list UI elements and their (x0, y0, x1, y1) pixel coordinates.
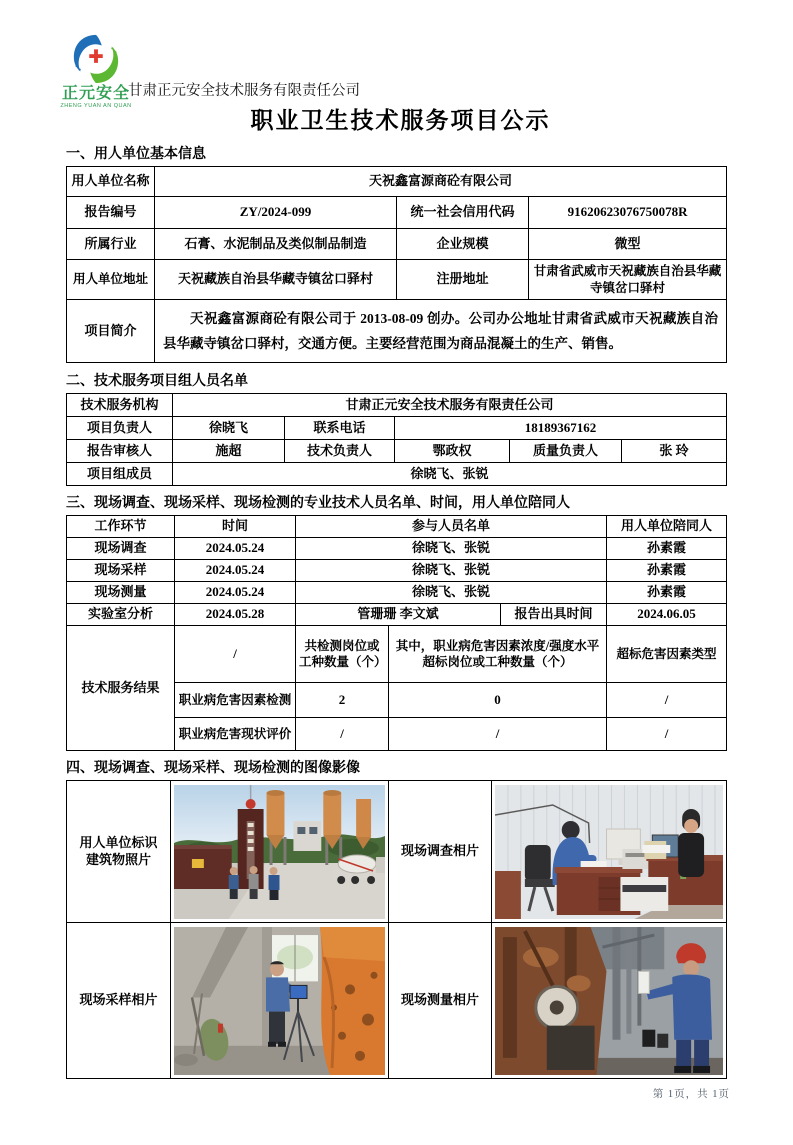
status-type-value: / (607, 718, 727, 751)
people-group (229, 866, 280, 900)
col-header-time: 时间 (175, 516, 296, 538)
section4-heading: 四、现场调查、现场采样、现场检测的图像影像 (66, 761, 360, 776)
address-value: 天祝藏族自治县华藏寺镇岔口驿村 (155, 260, 397, 300)
detect-count-header: 共检测岗位或工种数量（个） (296, 626, 389, 683)
company-name: 甘肃正元安全技术服务有限责任公司 (128, 83, 360, 99)
photo-site-sampling (174, 927, 385, 1075)
photo-label-line: 用人单位标识 (79, 834, 158, 850)
col-header-step: 工作环节 (67, 516, 175, 538)
photo-label-survey: 现场调查相片 (389, 781, 492, 923)
credit-code-value: 91620623076750078R (529, 197, 727, 229)
lab-participants: 管珊珊 李文斌 (296, 604, 501, 626)
table-row (67, 560, 727, 582)
row-step: 现场采样 (67, 560, 175, 582)
photo-building-site (174, 785, 385, 919)
reg-address-label: 注册地址 (397, 260, 529, 300)
photo-label-line: 建筑物照片 (85, 851, 151, 867)
reg-address-value: 甘肃省武威市天祝藏族自治县华藏寺镇岔口驿村 (529, 260, 727, 300)
quality-lead-value: 张 玲 (622, 440, 727, 463)
row-time: 2024.05.24 (175, 582, 296, 604)
credit-code-label: 统一社会信用代码 (397, 197, 529, 229)
status-count-value: / (296, 718, 389, 751)
row-participants: 徐晓飞、张锐 (296, 538, 607, 560)
page-title: 职业卫生技术服务项目公示 (250, 108, 551, 133)
lab-step: 实验室分析 (67, 604, 175, 626)
logo-subtext: ZHENG YUAN AN QUAN (60, 103, 132, 109)
agency-value: 甘肃正元安全技术服务有限责任公司 (173, 394, 727, 417)
exceed-count-header: 其中，职业病危害因素浓度/强度水平超标岗位或工种数量（个） (389, 626, 607, 683)
col-header-participants: 参与人员名单 (296, 516, 607, 538)
row-step: 现场调查 (67, 538, 175, 560)
document-header (60, 33, 735, 141)
scale-value: 微型 (529, 229, 727, 260)
detect-row-label: 职业病危害因素检测 (175, 683, 296, 718)
logo-text: 正元安全 (61, 85, 130, 102)
mixer-machine (320, 927, 385, 1075)
plant-building (293, 821, 321, 851)
industry-value: 石膏、水泥制品及类似制品制造 (155, 229, 397, 260)
row-participants: 徐晓飞、张锐 (296, 582, 607, 604)
machine (495, 927, 607, 1075)
photo-site-measurement (495, 927, 723, 1075)
copier (620, 877, 668, 911)
employer-name-value: 天祝鑫富源商砼有限公司 (155, 167, 727, 197)
industry-label: 所属行业 (67, 229, 155, 260)
col-header-companion: 用人单位陪同人 (607, 516, 727, 538)
agency-label: 技术服务机构 (67, 394, 173, 417)
report-no-value: ZY/2024-099 (155, 197, 397, 229)
exceed-type-header: 超标危害因素类型 (607, 626, 727, 683)
employer-name-label: 用人单位名称 (67, 167, 155, 197)
project-team-table (66, 393, 727, 486)
lab-time: 2024.05.28 (175, 604, 296, 626)
report-date-value: 2024.06.05 (607, 604, 727, 626)
employer-info-table (66, 166, 727, 363)
scale-label: 企业规模 (397, 229, 529, 260)
company-logo (60, 33, 132, 109)
row-step: 现场测量 (67, 582, 175, 604)
intro-cell (155, 300, 727, 363)
papers (581, 861, 607, 867)
address-label: 用人单位地址 (67, 260, 155, 300)
report-date-label: 报告出具时间 (501, 604, 607, 626)
row-time: 2024.05.24 (175, 538, 296, 560)
section2-heading: 二、技术服务项目组人员名单 (66, 374, 248, 389)
members-value: 徐晓飞、张锐 (173, 463, 727, 486)
table-row (67, 582, 727, 604)
report-no-label: 报告编号 (67, 197, 155, 229)
photo-site-survey (495, 785, 723, 919)
leader-value: 徐晓飞 (173, 417, 285, 440)
photos-table (66, 780, 727, 1079)
leader-label: 项目负责人 (67, 417, 173, 440)
photo-label-sampling: 现场采样相片 (67, 923, 171, 1079)
cabinet (495, 871, 521, 919)
row-time: 2024.05.24 (175, 560, 296, 582)
status-exceed-value: / (389, 718, 607, 751)
intro-text: 天祝鑫富源商砼有限公司于 2013-08-09 创办。公司办公地址甘肃省武威市天祝藏族自治县华藏寺镇岔口驿村，交通方便。主要经营范围为商品混凝土的生产、销售。 (163, 311, 719, 351)
photo-label-measure: 现场测量相片 (389, 923, 492, 1079)
quality-lead-label: 质量负责人 (510, 440, 622, 463)
detect-type-value: / (607, 683, 727, 718)
logo-swirl-icon (67, 33, 125, 85)
status-row-label: 职业病危害现状评价 (175, 718, 296, 751)
section1-heading: 一、用人单位基本信息 (66, 147, 206, 162)
photo-cell-sampling (171, 923, 389, 1079)
photo-cell-survey (492, 781, 727, 923)
row-companion: 孙素霞 (607, 560, 727, 582)
photo-label-building (67, 781, 171, 923)
photo-cell-measure (492, 923, 727, 1079)
reviewer-value: 施超 (173, 440, 285, 463)
results-label: 技术服务结果 (67, 626, 175, 751)
photo-cell-building (171, 781, 389, 923)
tech-lead-label: 技术负责人 (285, 440, 395, 463)
lab-analysis-row (67, 604, 727, 626)
phone-value: 18189367162 (395, 417, 727, 440)
row-companion: 孙素霞 (607, 538, 727, 560)
fieldwork-table (66, 515, 727, 751)
page-number: 第 1页，共 1页 (652, 1089, 730, 1100)
detect-count-value: 2 (296, 683, 389, 718)
row-companion: 孙素霞 (607, 582, 727, 604)
section3-heading: 三、现场调查、现场采样、现场检测的专业技术人员名单、时间，用人单位陪同人 (66, 496, 570, 511)
phone-label: 联系电话 (285, 417, 395, 440)
tech-lead-value: 鄂政权 (395, 440, 510, 463)
row-participants: 徐晓飞、张锐 (296, 560, 607, 582)
results-slash: / (175, 626, 296, 683)
reviewer-label: 报告审核人 (67, 440, 173, 463)
detect-exceed-value: 0 (389, 683, 607, 718)
members-label: 项目组成员 (67, 463, 173, 486)
intro-label: 项目简介 (67, 300, 155, 363)
table-row (67, 538, 727, 560)
